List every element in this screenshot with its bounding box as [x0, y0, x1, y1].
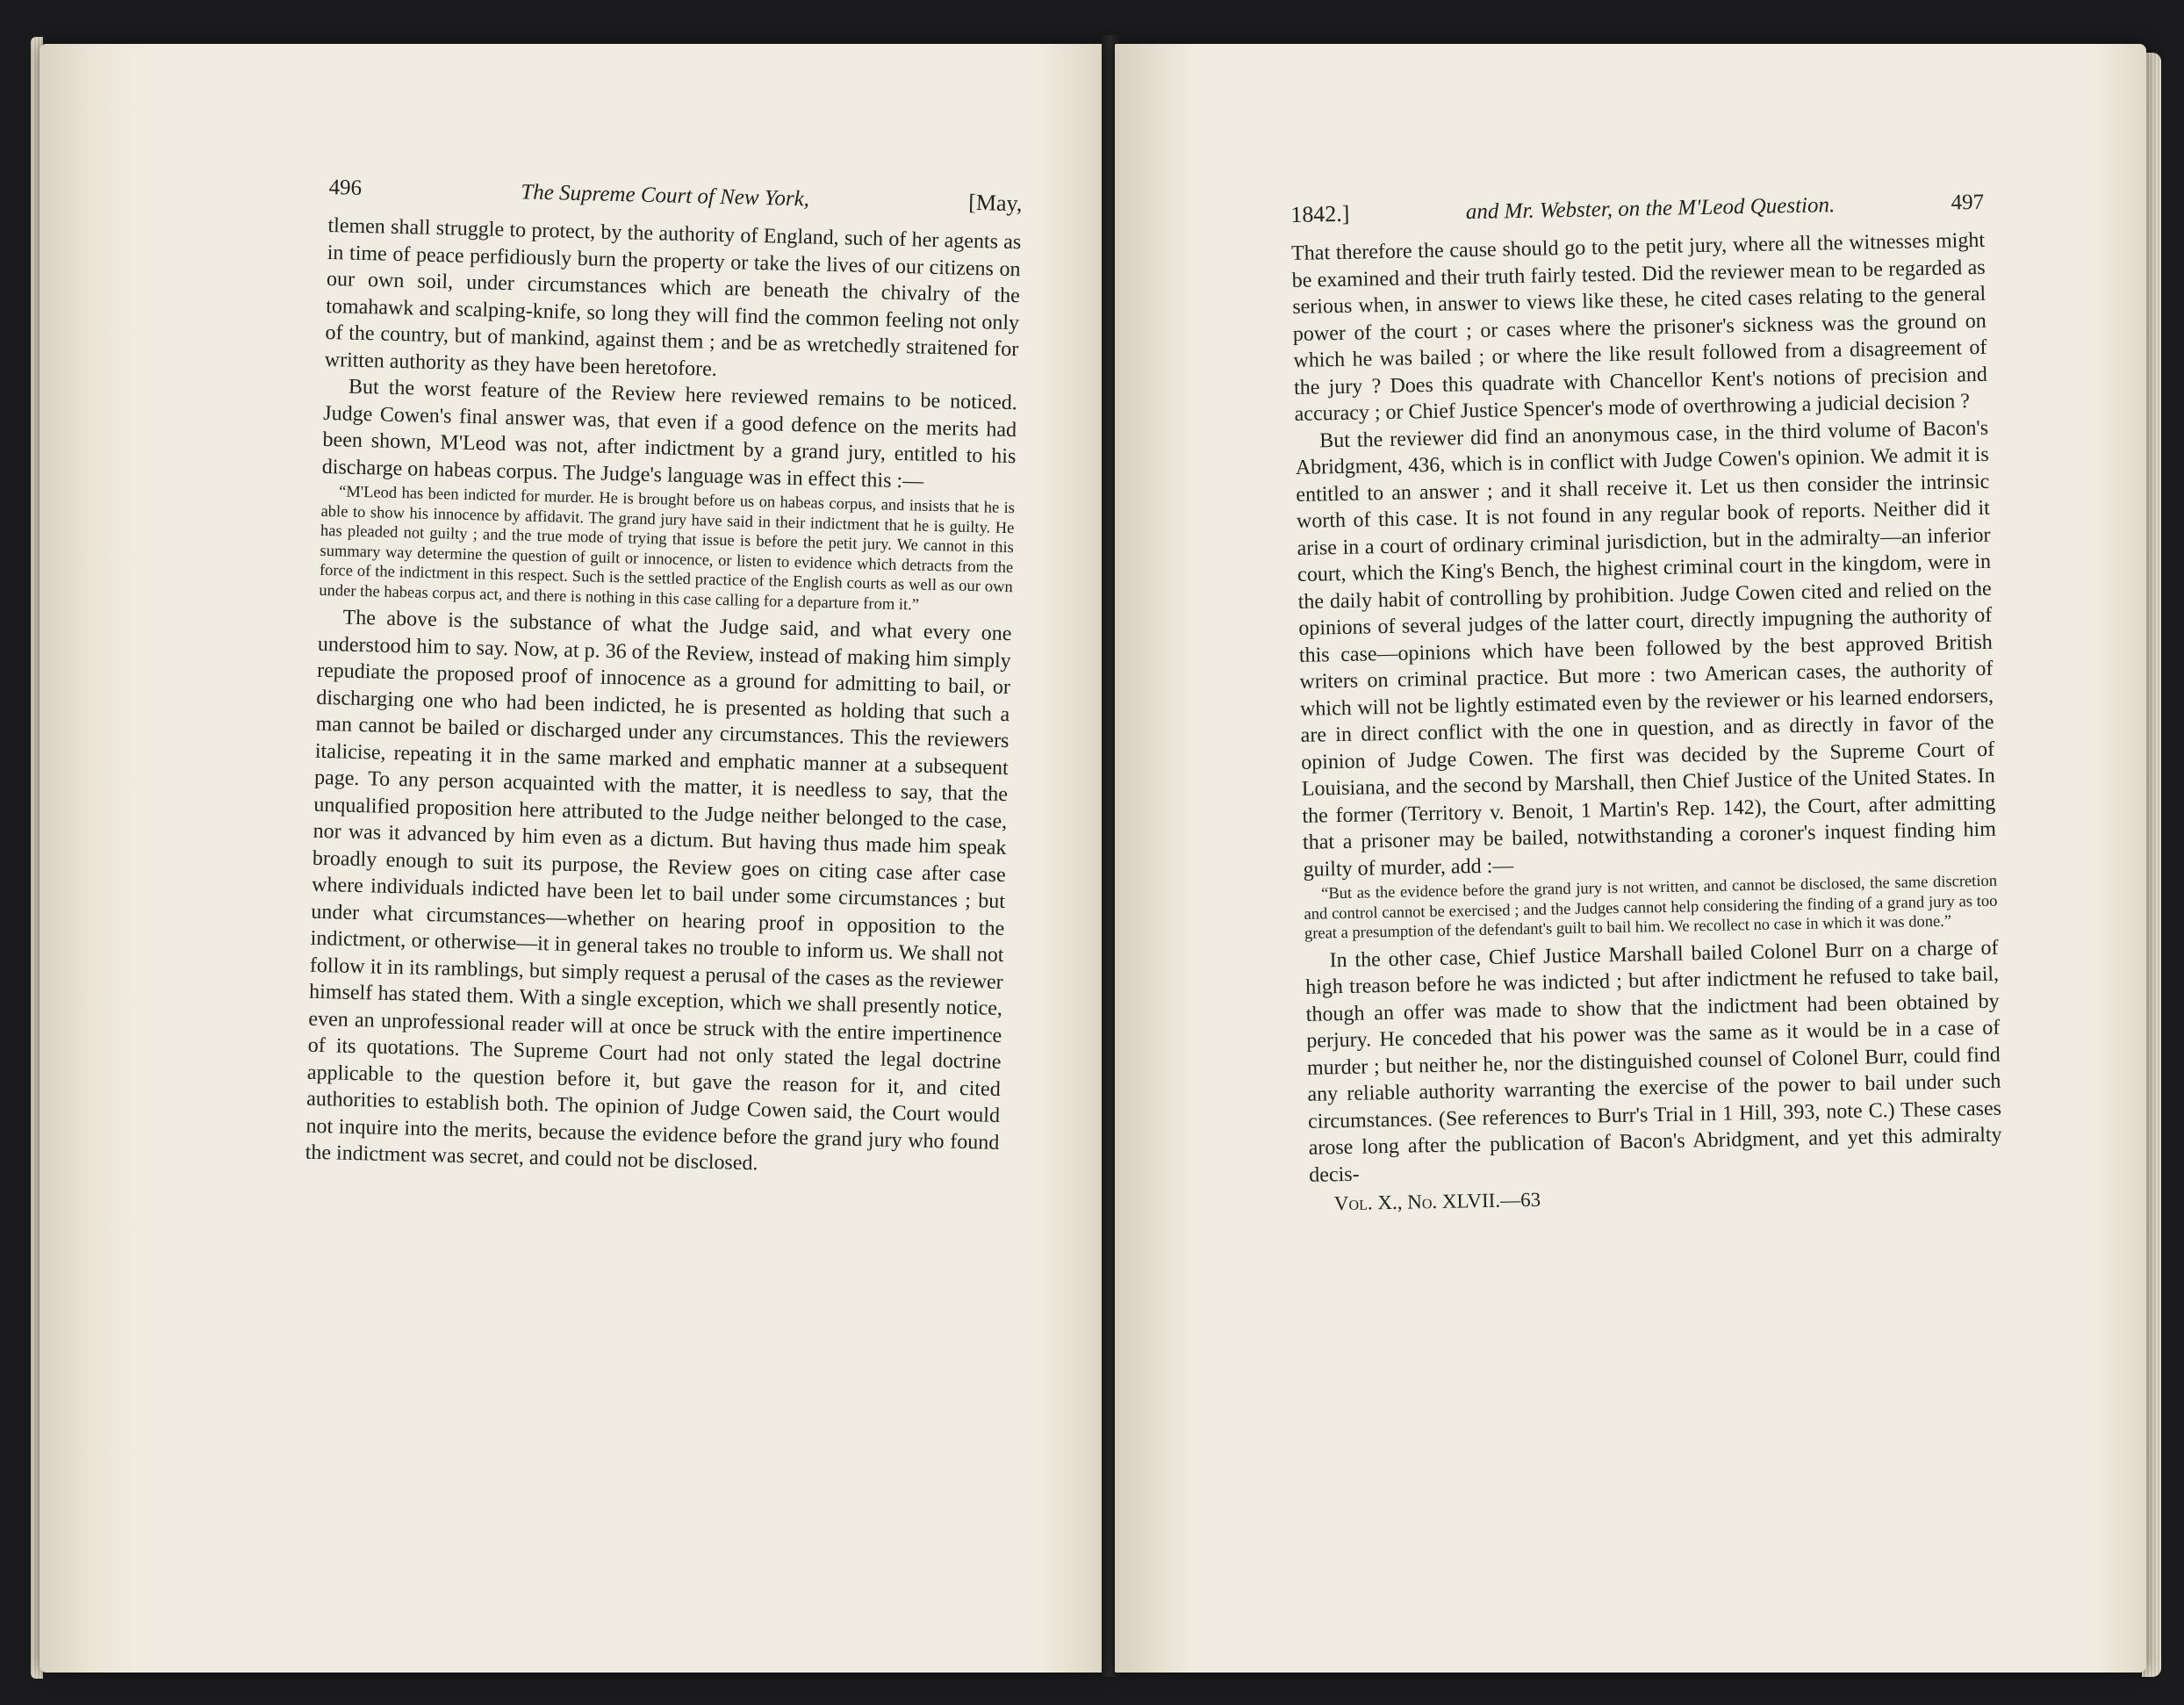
left-page-number: 496 [328, 175, 363, 200]
left-page [40, 44, 1106, 1673]
left-running-date: [May, [967, 189, 1023, 217]
left-paragraph: The above is the substance of what the Judge said, and what every one understood him to say. Now, at p. 36 of the Review, instead of making him simply repudiate the proposed proof of innocence as a ground for admitting to bail, or discharging one who had been indicted, he is presented as holding that such a man cannot be bailed or discharged under any circumstances. This the reviewers italicise, repeating it in the same marked and emphatic manner at a subsequent page. To any person acquainted with the matter, it is needless to say, that the unqualified proposition here attributed to the Judge neither belonged to the case, nor was it advanced by him even as a dictum. But having thus made him speak broadly enough to suit its purpose, the Review goes on citing case after case where individuals indicted have been let to bail under some circumstances ; but under what circumstances—whether on hearing proof in opposition to the indictment, or otherwise—it in general takes no trouble to inform us. We shall not follow it in its ramblings, but simply request a perusal of the cases as the reviewer himself has stated them. With a single exception, which we shall presently notice, even an unprofessional reader will at once be struck with the entire impertinence of its quotations. The Supreme Court had not only stated the legal doctrine applicable to the question before it, but gave the reason for it, and cited authorities to establish both. The opinion of Judge Cowen said, the Court would not inquire into the merits, because the evidence before the grand jury who found the indictment was secret, and could not be disclosed. [305, 606, 1012, 1176]
right-paragraph: In the other case, Chief Justice Marshall bailed Colonel Burr on a charge of high treason before he was indicted ; but after indictment he refused to take bail, though an offer was made to show that the indictment had been obtained by perjury. He conceded that his power was the same as it would be in a case of murder ; but neither he, nor the distinguished counsel of Colonel Burr, could find any reliable authority warranting the exercise of the power to bail under such circumstances. (See references to Burr's Trial in 1 Hill, 393, note C.) These cases arose long after the publication of Bacon's Abridgment, and yet this admiralty decis- [1304, 936, 2002, 1187]
right-running-title: and Mr. Webster, on the M'Leod Question. [1465, 193, 1836, 225]
left-running-title: The Supreme Court of New York, [521, 180, 810, 212]
right-quotation: “But as the evidence before the grand jury is not written, and cannot be disclosed, the same discretion and control cannot be exercised ; and the Judges cannot help considering the finding of a grand jury as too great a presumption of the defendant's guilt to bail him. We recollect no case in which it was done.” [1304, 872, 1998, 943]
left-running-head [328, 174, 1022, 217]
left-text-block [305, 174, 1022, 1183]
right-running-date: 1842.] [1290, 200, 1350, 227]
right-page-number: 497 [1951, 190, 1985, 215]
right-paragraph: That therefore the cause should go to the petit jury, where all the witnesses might be examined and their truth fairly tested. Did the reviewer mean to be regarded as serious when, in answer to views like these, he cited cases relating to the general power of the court ; or cases where the prisoner's sickness was the ground on which he was bailed ; or where the like result followed from a disagreement of the jury ? Does this quadrate with Chancellor Kent's notions of precision and accuracy ; or Chief Justice Spencer's mode of overthrowing a judicial decision ? [1290, 228, 1988, 426]
left-quotation: “M'Leod has been indicted for murder. He is brought before us on habeas corpus, and insists that he is able to show his innocence by affidavit. The grand jury have said in their indictment that he is guilty. He has pleaded not guilty ; and the true mode of trying that issue is before the petit jury. We cannot in this summary way determine the question of guilt or innocence, or listen to evidence which detracts from the force of the indictment in this respect. Such is the settled practice of the English courts as well as our own under the habeas corpus act, and there is nothing in this case calling for a departure from it.” [319, 483, 1016, 615]
left-paragraph: tlemen shall struggle to protect, by the authority of England, such of her agents as in time of peace perfidiously burn the property or take the lives of our citizens on our own soil, under circumstances which are beneath the chivalry of the tomahawk and scalping-knife, so long they will find the common feeling not only of the country, but of mankind, against them ; and be as wretchedly straitened for written authority as they have been heretofore. [324, 213, 1022, 381]
right-running-head [1290, 189, 1984, 228]
left-paragraph: But the worst feature of the Review here reviewed remains to be noticed. Judge Cowen's final answer was, that even if a good defence on the merits had been shown, M'Leod was not, after indictment by a grand jury, entitled to his discharge on habeas corpus. The Judge's language was in effect this :— [321, 375, 1018, 493]
right-paragraph: But the reviewer did find an anonymous case, in the third volume of Bacon's Abridgment, 436, which is in conflict with Judge Cowen's opinion. We admit it is entitled to an answer ; and it shall receive it. Let us then consider the intrinsic worth of this case. It is not found in any regular book of reports. Neither did it arise in a court of ordinary criminal jurisdiction, but in the admiralty—an inferior court, which the King's Bench, the highest criminal court in the kingdom, were in the daily habit of controlling by prohibition. Judge Cowen cited and relied on the opinions of several judges of the latter court, directly impugning the authority of this case—opinions which have been followed by the best approved British writers on criminal practice. But more : two American cases, the authority of which will not be lightly estimated even by the reviewer or his learned endorsers, are in direct conflict with the one in question, and as directly in favor of the opinion of Judge Cowen. The first was decided by the Supreme Court of Louisiana, and the second by Marshall, then Chief Justice of the United States. In the former (Territory v. Benoit, 1 Martin's Rep. 142), the Court, after admitting that a prisoner may be bailed, notwithstanding a coroner's inquest finding him guilty of murder, add :— [1295, 416, 1997, 881]
right-page [1115, 44, 2146, 1673]
right-text-block [1290, 189, 2003, 1217]
signature-line: Vol. X., No. XLVII.—63 [1333, 1188, 1541, 1215]
